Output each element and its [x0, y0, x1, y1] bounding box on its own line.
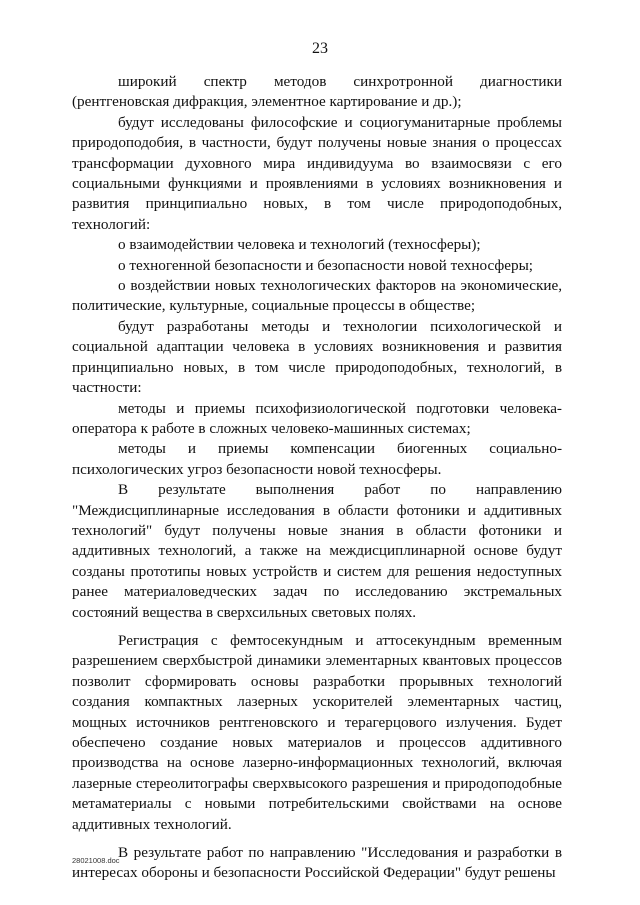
- page-number: 23: [312, 40, 328, 57]
- paragraph: В результате выполнения работ по направлению "Междисциплинарные исследования в области фотоники и аддитивных технологий" будут получены новые знания в области фотоники и аддитивных технологий, а также на междисциплинарной основе будут созданы прототипы новых устройств и систем для решения недоступных ранее материаловедческих задач по исследованию экстремальных состояний вещества в сверхсильных световых полях.: [72, 481, 562, 621]
- document-body: [72, 72, 562, 884]
- document-file-code: 28021008.doc: [72, 856, 120, 865]
- paragraph: методы и приемы компенсации биогенных социально-психологических угроз безопасности новой техносферы.: [72, 440, 562, 478]
- paragraph: широкий спектр методов синхротронной диагностики (рентгеновская дифракция, элементное картирование и др.);: [72, 73, 562, 111]
- paragraph: методы и приемы психофизиологической подготовки человека-оператора к работе в сложных человеко-машинных системах;: [72, 399, 562, 437]
- paragraph: о воздействии новых технологических факторов на экономические, политические, культурные, социальные процессы в обществе;: [72, 277, 562, 315]
- paragraph: Регистрация с фемтосекундным и аттосекундным временным разрешением сверхбыстрой динамики элементарных квантовых процессов позволит сформировать основы разработки прорывных технологий создания компактных лазерных ускорителей элементарных частиц, мощных источников рентгеновского и терагерцового излучения. Будет обеспечено создание новых материалов и процессов аддитивного производства на основе лазерно-информационных технологий, включая лазерные стереолитографы сверхвысокого разрешения и природоподобные метаматериалы с новыми потребительскими свойствами на основе аддитивных технологий.: [72, 631, 562, 833]
- paragraph: о взаимодействии человека и технологий (техносферы);: [118, 236, 481, 254]
- paragraph: В результате работ по направлению "Исследования и разработки в интересах обороны и безопасности Российской Федерации" будут решены: [72, 844, 562, 882]
- paragraph: будут разработаны методы и технологии психологической и социальной адаптации человека в условиях возникновения и развития принципиально новых, в том числе природоподобных, технологий, в частности:: [72, 317, 562, 397]
- paragraph: о техногенной безопасности и безопасности новой техносферы;: [118, 256, 533, 274]
- paragraph: будут исследованы философские и социогуманитарные проблемы природоподобия, в частности, будут получены новые знания о процессах трансформации духовного мира индивидуума во взаимосвязи с его социальными функциями и проявлениями в условиях возникновения и развития принципиально новых, в том числе природоподобных, технологий:: [72, 113, 562, 233]
